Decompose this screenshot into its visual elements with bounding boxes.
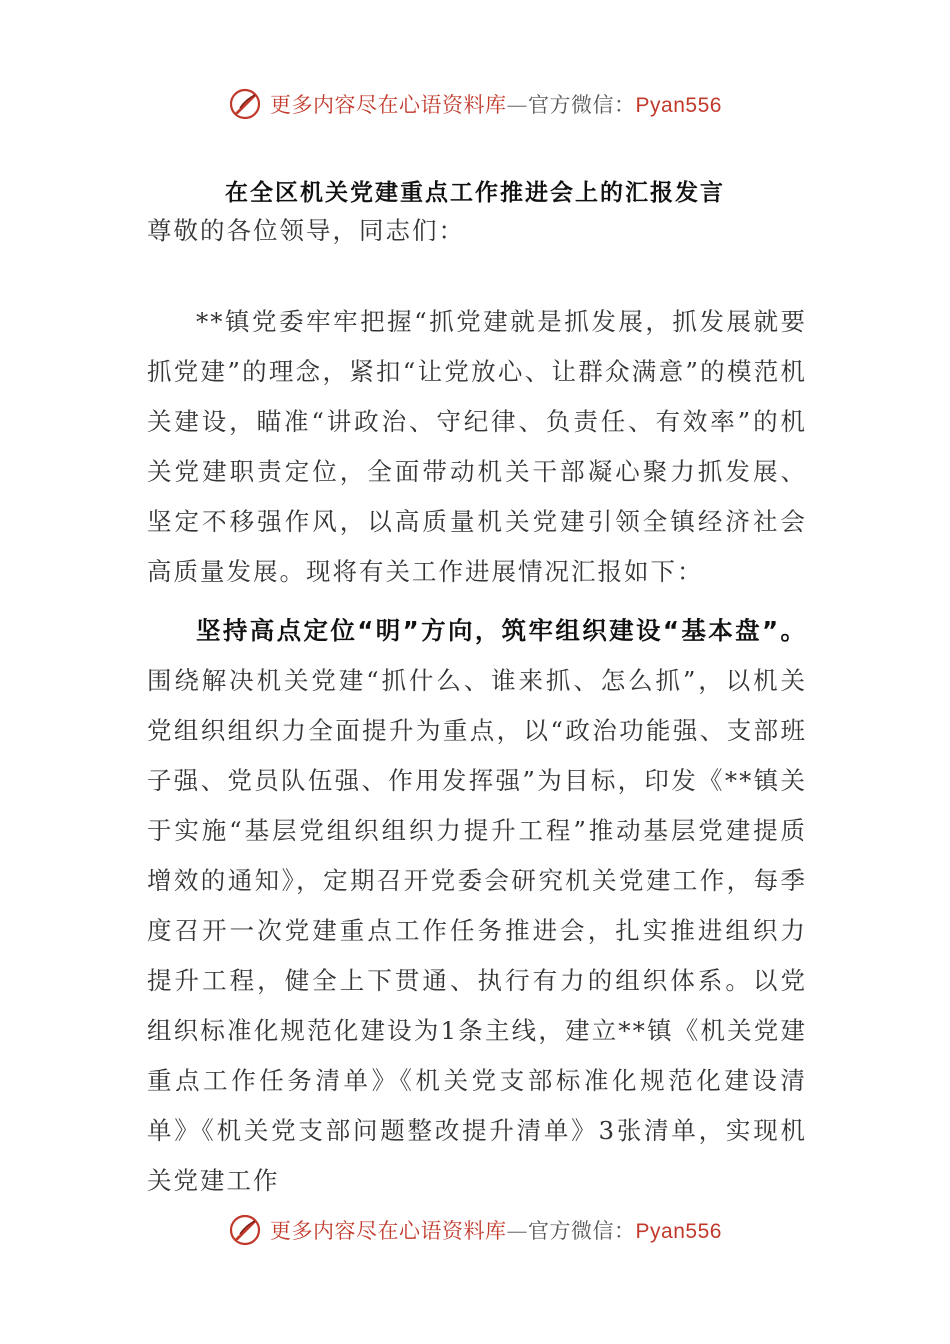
wechat-id: Pyan556 (635, 1220, 722, 1243)
intro-paragraph: **镇党委牢牢把握“抓党建就是抓发展，抓发展就要抓党建”的理念，紧扣“让党放心、让群众满意”的模范机关建设，瞄准“讲政治、守纪律、负责任、有效率”的机关党建职责定位，全面带动机关干部凝心聚力抓发展、坚定不移强作风，以高质量机关党建引领全镇经济社会高质量发展。现将有关工作进展情况汇报如下： (147, 307, 807, 586)
quill-pen-circle-icon (228, 1213, 262, 1247)
section-heading: 坚持高点定位“明”方向，筑牢组织建设“基本盘”。 (196, 616, 807, 645)
section-paragraph (147, 606, 807, 1206)
wechat-label: 官方微信： (528, 1219, 636, 1243)
watermark-text (270, 89, 722, 119)
library-name: 更多内容尽在心语资料库 (270, 1219, 507, 1243)
separator: — (506, 1219, 529, 1243)
quill-pen-circle-icon (228, 87, 262, 121)
library-name: 更多内容尽在心语资料库 (270, 93, 507, 117)
watermark-banner-bottom (0, 1210, 950, 1250)
greeting: 尊敬的各位领导，同志们： (147, 216, 465, 245)
document-title: 在全区机关党建重点工作推进会上的汇报发言 (225, 180, 725, 206)
section-body: 围绕解决机关党建“抓什么、谁来抓、怎么抓”，以机关党组织组织力全面提升为重点，以“政治功能强、支部班子强、党员队伍强、作用发挥强”为目标，印发《**镇关于实施“基层党组织组织力提升工程”推动基层党建提质增效的通知》，定期召开党委会研究机关党建工作，每季度召开一次党建重点工作任务推进会，扎实推进组织力提升工程，健全上下贯通、执行有力的组织体系。以党组织标准化规范化建设为1条主线，建立**镇《机关党建重点工作任务清单》《机关党支部标准化规范化建设清单》《机关党支部问题整改提升清单》3张清单，实现机关党建工作 (147, 666, 807, 1195)
watermark-banner-top (0, 84, 950, 124)
wechat-id: Pyan556 (635, 94, 722, 117)
separator: — (506, 93, 529, 117)
wechat-label: 官方微信： (528, 93, 636, 117)
watermark-text (270, 1215, 722, 1245)
